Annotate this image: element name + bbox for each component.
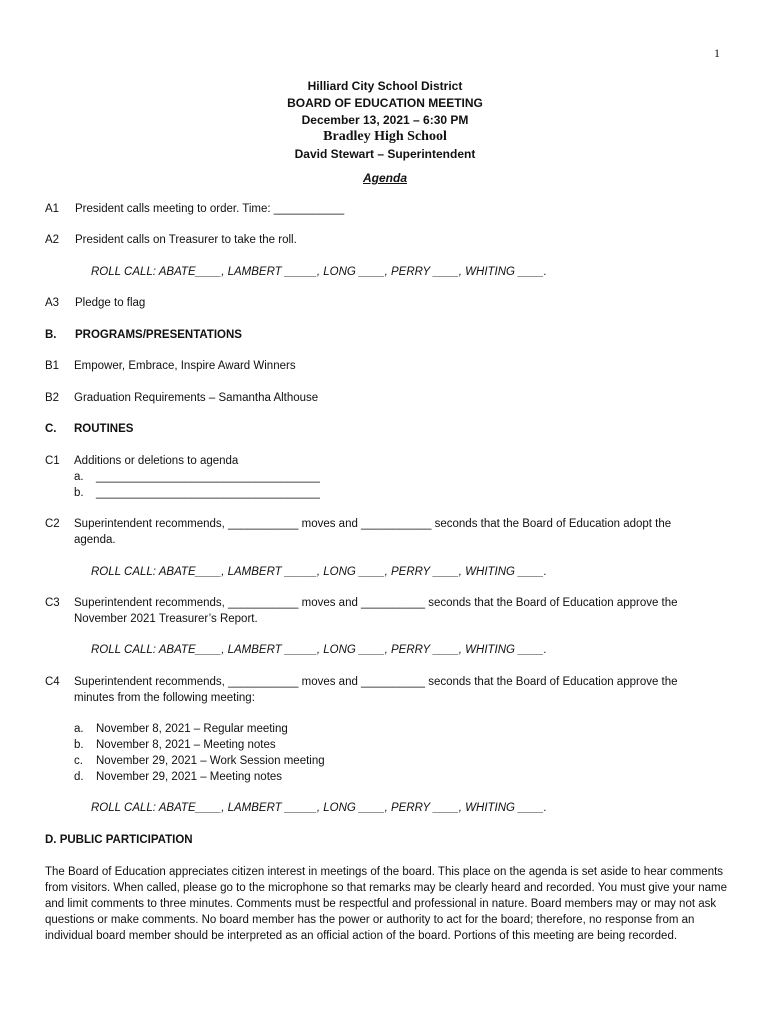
- item-text: Graduation Requirements – Samantha Althouse: [74, 392, 319, 404]
- roll-call-line: ROLL CALL: ABATE____, LAMBERT _____, LONG ____, PERRY ____, WHITING ____.: [91, 802, 547, 814]
- item-code: A3: [45, 297, 60, 309]
- agenda-title: Agenda: [362, 171, 407, 185]
- sub-item-label: b.: [74, 487, 84, 499]
- sub-item-label: a.: [74, 471, 84, 483]
- roll-call-line: ROLL CALL: ABATE____, LAMBERT _____, LONG ____, PERRY ____, WHITING ____.: [91, 566, 547, 578]
- sub-item-label: a.: [74, 723, 84, 735]
- item-code: C1: [45, 455, 60, 467]
- item-text: President calls meeting to order. Time: ___________: [75, 203, 345, 215]
- item-text-continued: minutes from the following meeting:: [74, 692, 255, 704]
- meeting-location: Bradley High School: [323, 129, 447, 144]
- sub-item-text: November 29, 2021 – Work Session meeting: [96, 755, 325, 767]
- sub-item-text: November 8, 2021 – Meeting notes: [96, 739, 276, 751]
- section-code: C.: [45, 423, 57, 435]
- district-name: Hilliard City School District: [307, 79, 463, 93]
- roll-call-line: ROLL CALL: ABATE____, LAMBERT _____, LONG ____, PERRY ____, WHITING ____.: [91, 266, 547, 278]
- sub-item-label: b.: [74, 739, 84, 751]
- item-text: Empower, Embrace, Inspire Award Winners: [74, 360, 296, 372]
- item-text: Superintendent recommends, ___________ moves and __________ seconds that the Board of Education approve the: [74, 676, 678, 688]
- agenda-heading: [0, 171, 770, 185]
- item-code: A2: [45, 234, 60, 246]
- item-code: C2: [45, 518, 60, 530]
- item-code: A1: [45, 203, 60, 215]
- item-code: B2: [45, 392, 60, 404]
- section-title: ROUTINES: [74, 423, 134, 435]
- item-text: Superintendent recommends, ___________ moves and ___________ seconds that the Board of Education adopt the: [74, 518, 672, 530]
- item-text: President calls on Treasurer to take the roll.: [75, 234, 297, 246]
- sub-item-text: November 8, 2021 – Regular meeting: [96, 723, 288, 735]
- item-text: Pledge to flag: [75, 297, 146, 309]
- page-number: 1: [714, 46, 720, 60]
- item-text-continued: November 2021 Treasurer’s Report.: [74, 613, 258, 625]
- section-title: PROGRAMS/PRESENTATIONS: [75, 329, 242, 341]
- section-code: B.: [45, 329, 57, 341]
- item-text-continued: agenda.: [74, 534, 116, 546]
- item-text: Additions or deletions to agenda: [74, 455, 239, 467]
- item-text: Superintendent recommends, ___________ moves and __________ seconds that the Board of Education approve the: [74, 597, 678, 609]
- public-participation-paragraph: The Board of Education appreciates citizen interest in meetings of the board. This place on the agenda is set aside to hear comments from visitors. When called, please go to the microphone so that remarks may be clearly heard and recorded. You must give your name and limit comments to three minutes. Comments must be respectful and professional in nature. Board members may or may not ask questions or make comments. No board member has the power or authority to act for the board; therefore, no response from an individual board member should be interpreted as an official action of the board. Portions of this meeting are being recorded.: [45, 866, 728, 942]
- roll-call-line: ROLL CALL: ABATE____, LAMBERT _____, LONG ____, PERRY ____, WHITING ____.: [91, 644, 547, 656]
- meeting-date: December 13, 2021 – 6:30 PM: [301, 113, 469, 127]
- sub-item-blank: ___________________________________: [96, 471, 320, 483]
- sub-item-text: November 29, 2021 – Meeting notes: [96, 771, 283, 783]
- item-code: B1: [45, 360, 60, 372]
- meeting-title: BOARD OF EDUCATION MEETING: [287, 96, 483, 110]
- item-code: C4: [45, 676, 60, 688]
- superintendent-name: David Stewart – Superintendent: [294, 147, 476, 161]
- sub-item-label: c.: [74, 755, 83, 767]
- sub-item-blank: ___________________________________: [96, 487, 320, 499]
- sub-item-label: d.: [74, 771, 84, 783]
- item-code: C3: [45, 597, 60, 609]
- section-title: D. PUBLIC PARTICIPATION: [45, 834, 193, 846]
